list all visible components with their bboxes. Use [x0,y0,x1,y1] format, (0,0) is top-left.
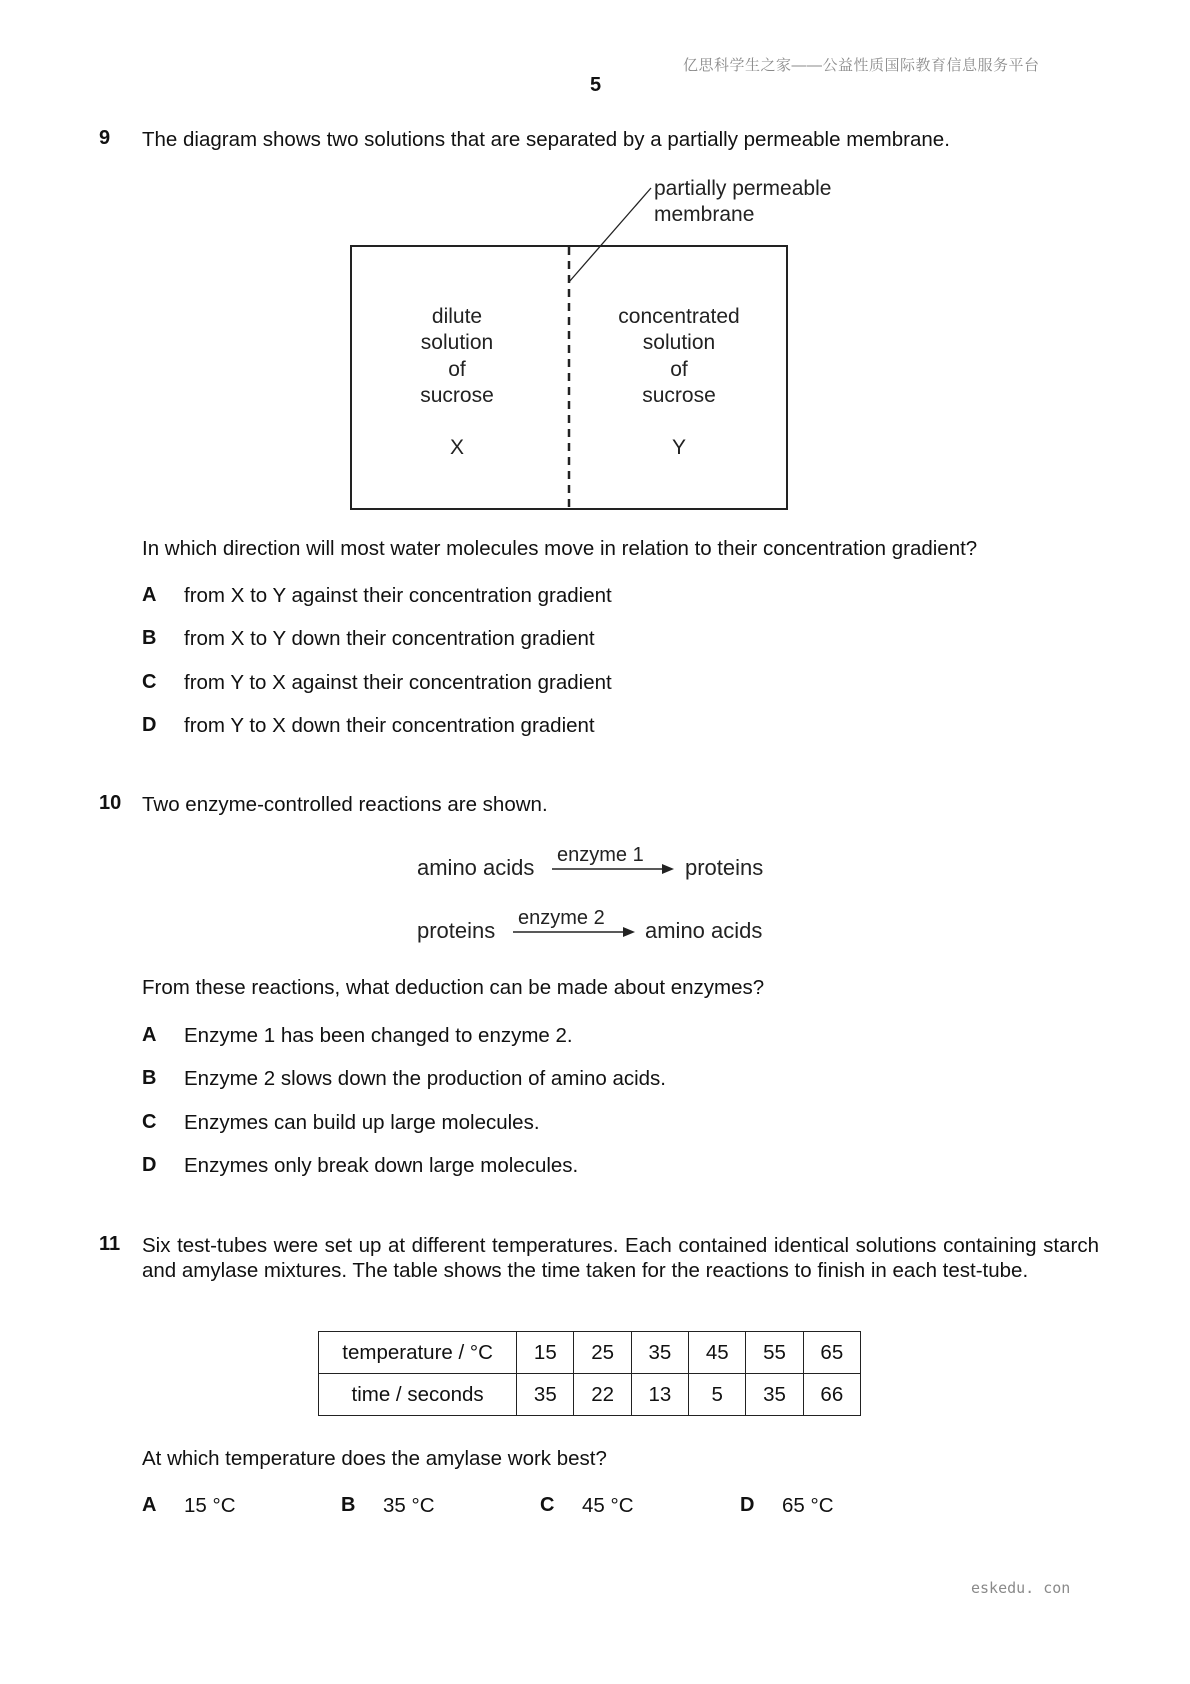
option-letter: A [142,1024,157,1046]
question-stem: Two enzyme-controlled reactions are shown. [142,793,548,816]
option-text: 45 °C [582,1494,634,1517]
left-solution-line: dilute [431,305,483,328]
table-cell: 35 [631,1332,688,1374]
option-letter: C [142,1111,157,1133]
option-letter: D [142,1154,157,1176]
osmosis-diagram [340,170,860,520]
answer-option[interactable] [142,714,156,737]
right-solution-line: solution [642,331,716,354]
option-letter: B [142,627,157,649]
table-cell: 25 [574,1332,631,1374]
row-header: time / seconds [319,1374,517,1416]
left-solution-line: of [448,358,466,381]
reaction-2-reactant: proteins [417,918,496,943]
option-letter: A [142,584,157,606]
option-letter: A [142,1494,157,1516]
membrane-label-line2: membrane [654,203,755,226]
table-cell: 65 [803,1332,860,1374]
right-solution-line: of [670,358,688,381]
option-letter: D [142,714,157,736]
membrane-label-leader [569,188,651,282]
reaction-1-reactant: amino acids [417,855,535,880]
question-stem: Six test-tubes were set up at different temperatures. Each contained identical solutions containing starch and amylase mixtures. The table shows the time taken for the reactions to finish in each test-tube. [142,1234,1099,1282]
option-text: from Y to X against their concentration gradient [184,671,612,694]
answer-option[interactable] [540,1494,554,1517]
option-text: from X to Y down their concentration gradient [184,627,595,650]
question-number: 11 [99,1233,121,1255]
reaction-2-enzyme: enzyme 2 [518,907,605,929]
option-letter: B [341,1494,356,1516]
footer-watermark: eskedu. con [971,1579,1071,1597]
table-row [319,1374,861,1416]
answer-option[interactable] [142,627,156,650]
question-prompt: From these reactions, what deduction can be made about enzymes? [142,976,765,999]
option-letter: C [142,671,157,693]
option-text: 15 °C [184,1494,236,1517]
osmosis-diagram-svg [340,170,860,520]
reaction-2-product: amino acids [645,918,763,943]
table-cell: 5 [689,1374,746,1416]
answer-option[interactable] [142,1154,156,1177]
option-text: from X to Y against their concentration gradient [184,584,612,607]
table-cell: 66 [803,1374,860,1416]
membrane-label-line1: partially permeable [654,177,832,200]
left-solution-line: solution [420,331,494,354]
answer-option[interactable] [142,584,156,607]
option-letter: B [142,1067,157,1089]
question-number: 10 [99,792,122,814]
right-solution-line: sucrose [642,384,716,407]
answer-option[interactable] [740,1494,754,1517]
question-stem: The diagram shows two solutions that are separated by a partially permeable membrane. [142,128,950,151]
reaction-1-product: proteins [685,855,764,880]
question-prompt: In which direction will most water molecules move in relation to their concentration gradient? [142,537,978,560]
question-prompt: At which temperature does the amylase work best? [142,1447,607,1470]
temperature-time-table [318,1331,861,1416]
left-solution-line: sucrose [420,384,494,407]
left-solution-id: X [449,436,465,459]
answer-option[interactable] [142,1494,156,1517]
reaction-2-arrowhead [623,927,635,937]
right-solution-line: concentrated [618,305,740,328]
reactions-svg [400,836,800,956]
table-cell: 55 [746,1332,803,1374]
answer-option[interactable] [142,1067,156,1090]
option-text: from Y to X down their concentration gradient [184,714,595,737]
option-text: 35 °C [383,1494,435,1517]
table-row [319,1332,861,1374]
table-cell: 35 [746,1374,803,1416]
table-cell: 45 [689,1332,746,1374]
table-cell: 15 [517,1332,574,1374]
option-text: Enzyme 1 has been changed to enzyme 2. [184,1024,573,1047]
option-text: Enzymes only break down large molecules. [184,1154,579,1177]
option-letter: C [540,1494,555,1516]
reaction-1-arrowhead [662,864,674,874]
question-number: 9 [99,127,111,149]
answer-option[interactable] [142,671,156,694]
answer-option[interactable] [142,1024,156,1047]
answer-option[interactable] [142,1111,156,1134]
option-text: 65 °C [782,1494,834,1517]
option-letter: D [740,1494,755,1516]
table-cell: 35 [517,1374,574,1416]
header-watermark: 亿思科学生之家——公益性质国际教育信息服务平台 [683,57,1040,74]
right-solution-id: Y [671,436,687,459]
option-text: Enzyme 2 slows down the production of amino acids. [184,1067,667,1090]
option-text: Enzymes can build up large molecules. [184,1111,540,1134]
reactions-diagram [400,836,800,956]
page-number: 5 [590,74,602,96]
table-cell: 22 [574,1374,631,1416]
answer-option[interactable] [341,1494,355,1517]
row-header: temperature / °C [319,1332,517,1374]
reaction-1-enzyme: enzyme 1 [557,844,644,866]
table-cell: 13 [631,1374,688,1416]
